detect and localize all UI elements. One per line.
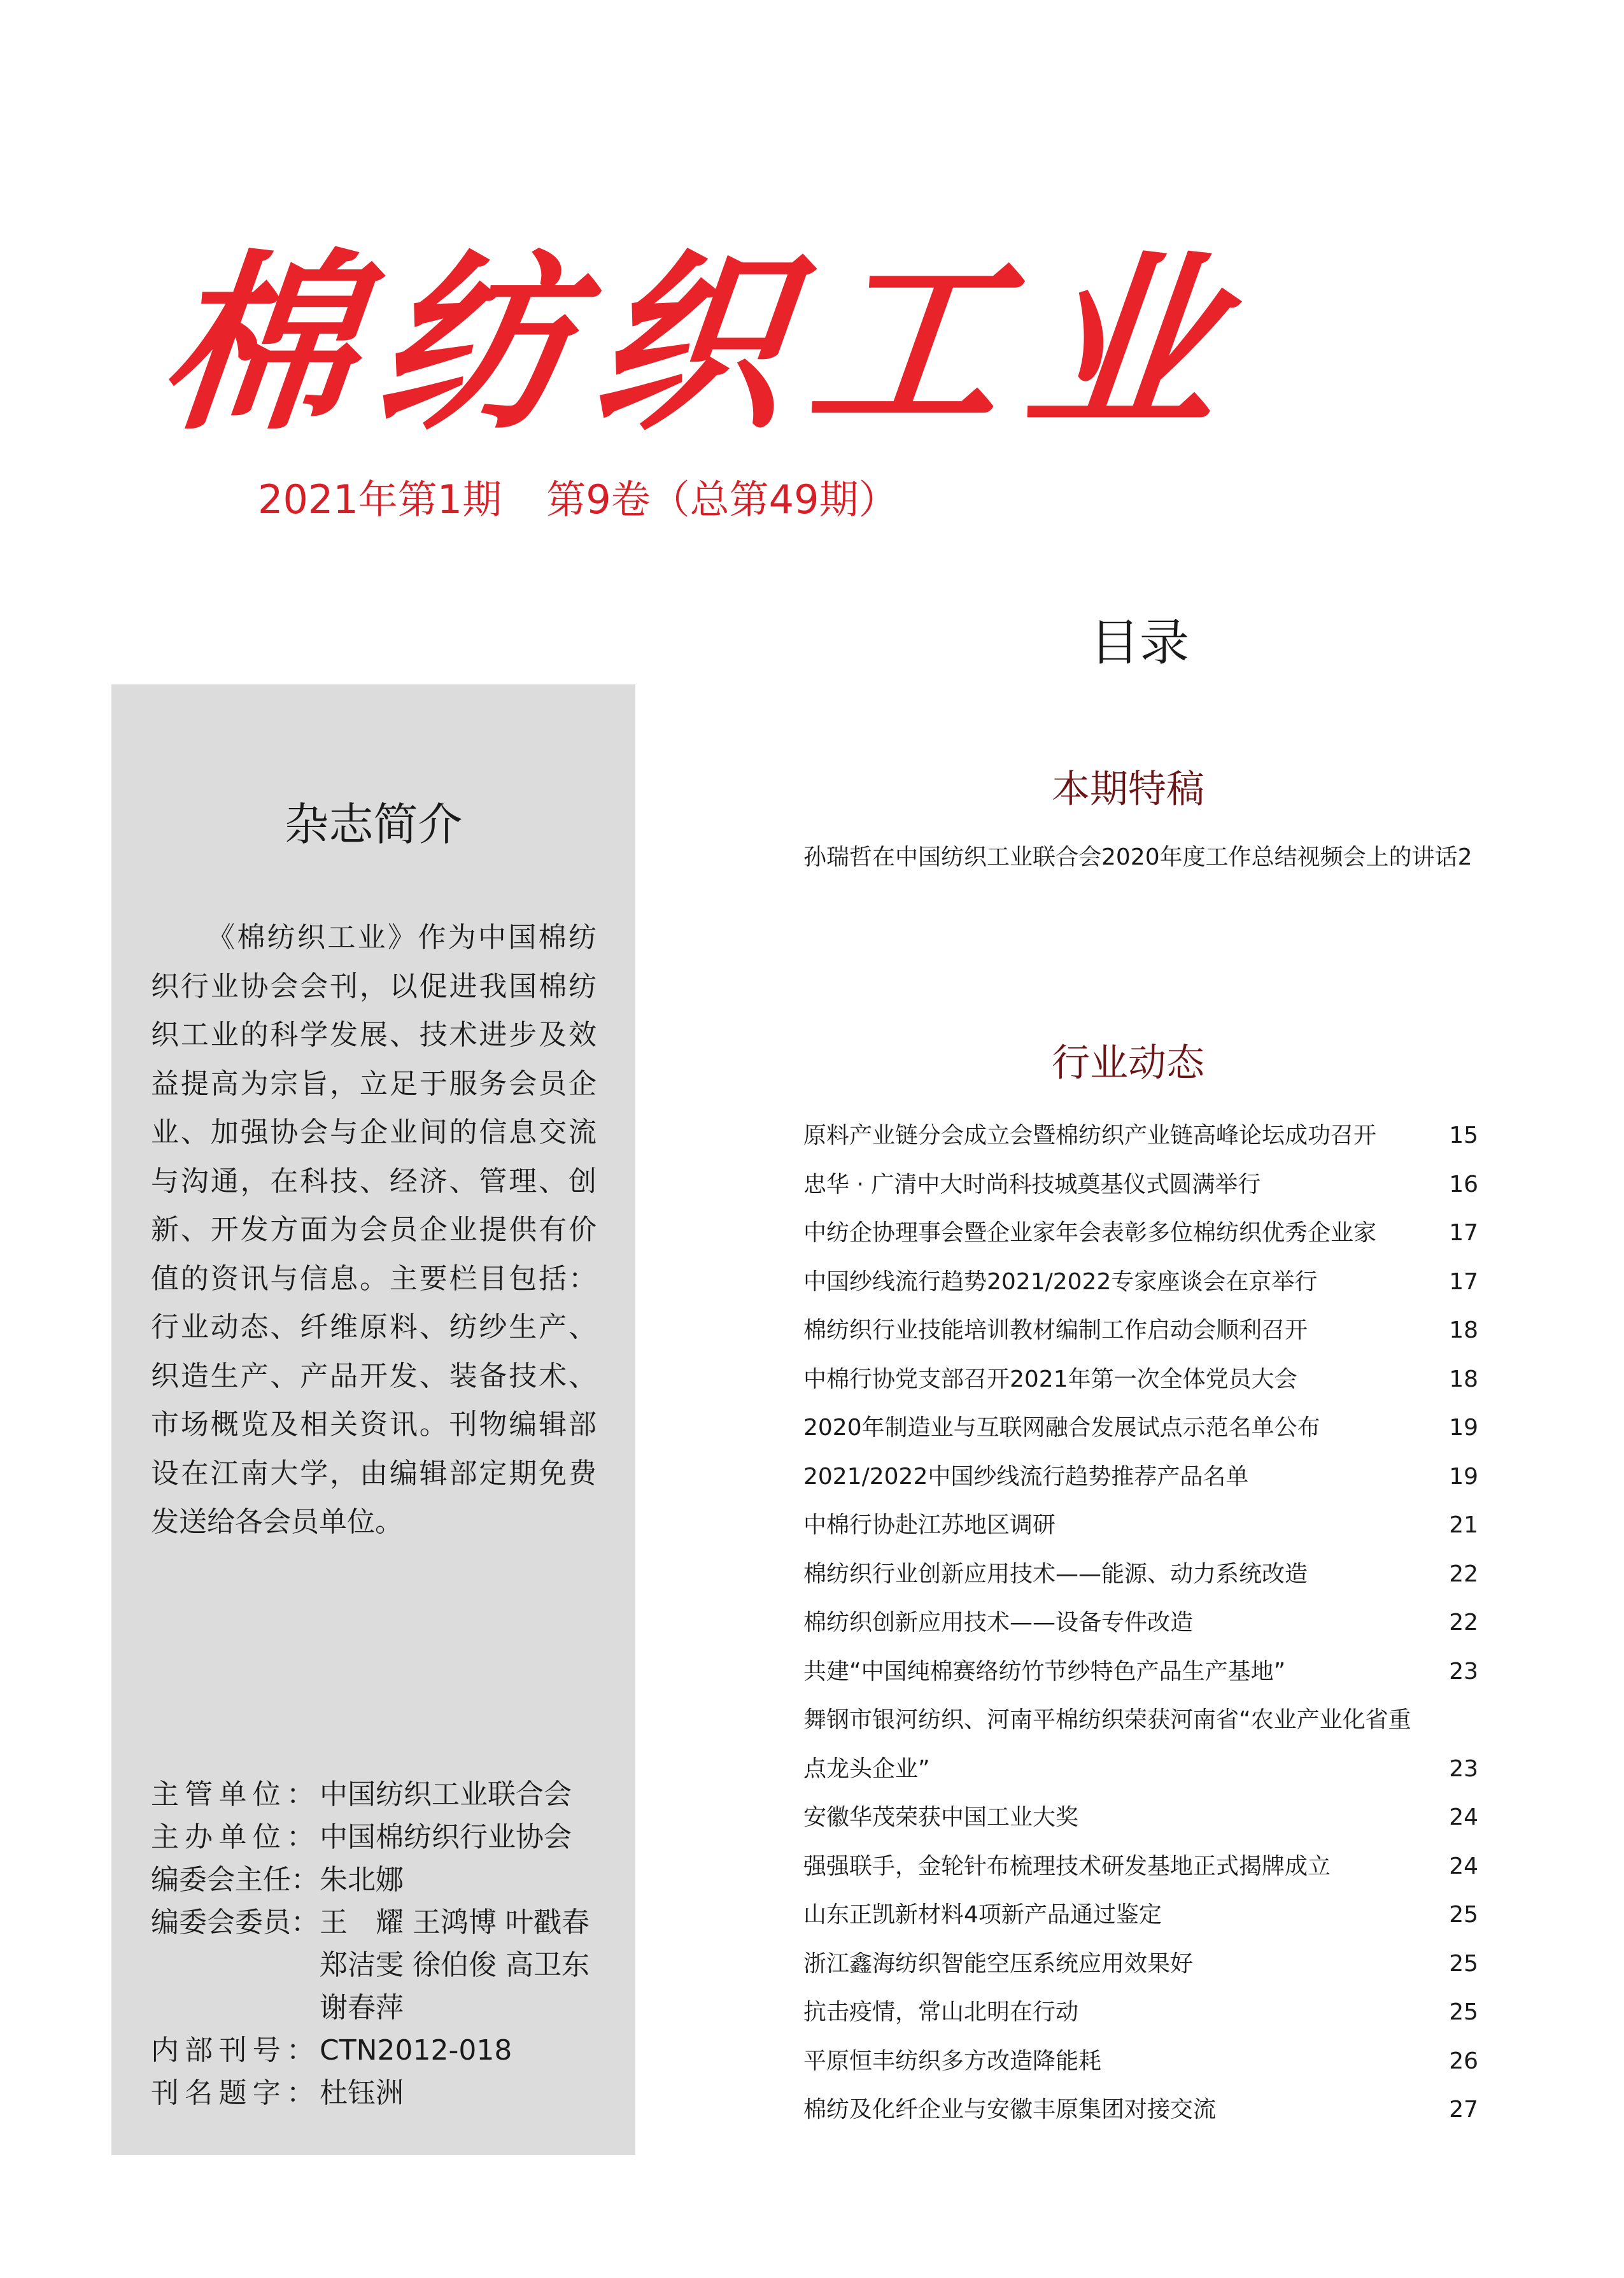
toc-item[interactable]: [803, 1843, 1478, 1892]
toc-item[interactable]: [803, 1355, 1478, 1404]
info-row: [151, 1858, 622, 1901]
toc-item[interactable]: [803, 2086, 1478, 2135]
toc-item[interactable]: [803, 1112, 1478, 1161]
toc-item-title: 忠华 · 广清中大时尚科技城奠基仪式圆满举行: [803, 1171, 1261, 1198]
toc-item-title: 中纺企协理事会暨企业家年会表彰多位棉纺织优秀企业家: [803, 1220, 1377, 1246]
toc-item-title: 棉纺织行业创新应用技术——能源、动力系统改造: [803, 1560, 1308, 1587]
toc-item-page: 24: [1449, 1804, 1478, 1830]
toc-item-page: 24: [1449, 1853, 1478, 1879]
toc-item[interactable]: [803, 1209, 1478, 1258]
info-row: [151, 1986, 622, 2029]
toc-item[interactable]: [803, 1648, 1478, 1697]
info-label: 编委会主任：: [151, 1864, 319, 1896]
toc-item-page: 21: [1449, 1512, 1478, 1538]
info-value: 王 耀 王鸿博 叶戳春: [320, 1906, 590, 1939]
toc-item-title-continued: 点龙头企业”: [803, 1755, 930, 1782]
toc-item[interactable]: [803, 1793, 1478, 1843]
info-label: 主管单位：: [151, 1778, 314, 1811]
info-row: [151, 1901, 622, 1944]
toc-item-page: 19: [1449, 1415, 1478, 1441]
toc-item[interactable]: [803, 1501, 1478, 1550]
toc-item-title: 2021/2022中国纱线流行趋势推荐产品名单: [803, 1463, 1249, 1490]
toc-item-title: 共建“中国纯棉赛络纺竹节纱特色产品生产基地”: [803, 1658, 1286, 1685]
info-value: 中国纺织工业联合会: [320, 1778, 572, 1811]
toc-item-title: 原料产业链分会成立会暨棉纺织产业链高峰论坛成功召开: [803, 1122, 1377, 1149]
issue-line: [258, 474, 943, 525]
toc-item-page: 23: [1449, 1755, 1478, 1782]
info-value: 郑洁雯 徐伯俊 高卫东: [320, 1949, 590, 1981]
toc-item[interactable]: [803, 2037, 1478, 2086]
toc-item-page: 22: [1449, 1560, 1478, 1587]
toc-item-title: 2020年制造业与互联网融合发展试点示范名单公布: [803, 1415, 1320, 1441]
toc-item-title: 棉纺织行业技能培训教材编制工作启动会顺利召开: [803, 1317, 1308, 1343]
toc-item-page: 15: [1449, 1122, 1478, 1149]
info-label: 刊名题字：: [151, 2077, 314, 2109]
toc-item[interactable]: [803, 1891, 1478, 1940]
publication-info: [151, 1773, 622, 2114]
toc-item[interactable]: [803, 1599, 1478, 1648]
toc-item-title: 棉纺及化纤企业与安徽丰原集团对接交流: [803, 2097, 1217, 2123]
toc-item[interactable]: [803, 1453, 1478, 1502]
toc-item-title: 安徽华茂荣获中国工业大奖: [803, 1804, 1079, 1830]
toc-item-title: 中棉行协赴江苏地区调研: [803, 1512, 1056, 1538]
toc-item-page: 18: [1449, 1317, 1478, 1343]
info-value: 谢春萍: [320, 1991, 404, 2024]
info-value: 中国棉纺织行业协会: [320, 1821, 572, 1853]
toc-item[interactable]: [803, 1161, 1478, 1210]
info-value: 杜钰洲: [320, 2077, 404, 2109]
toc-item-page: 27: [1449, 2097, 1478, 2123]
intro-title: 杂志简介: [284, 798, 463, 851]
volume-number: 第9卷（总第49期）: [546, 476, 898, 523]
toc-item-page: 23: [1449, 1658, 1478, 1685]
journal-masthead: 棉纺织工业: [150, 231, 1257, 456]
info-row: [151, 2072, 622, 2114]
toc-item-page: 19: [1449, 1463, 1478, 1490]
toc-item-title: 中棉行协党支部召开2021年第一次全体党员大会: [803, 1366, 1297, 1392]
toc-item[interactable]: [803, 1306, 1478, 1355]
toc-item-title: 中国纱线流行趋势2021/2022专家座谈会在京举行: [803, 1268, 1318, 1295]
toc-item-title: 强强联手，金轮针布梳理技术研发基地正式揭牌成立: [803, 1853, 1331, 1879]
toc-list: [803, 1112, 1478, 2135]
section-heading-news: 行业动态: [1052, 1041, 1204, 1086]
toc-item[interactable]: [803, 1940, 1478, 1989]
info-row: [151, 1773, 622, 1816]
info-row: [151, 1816, 622, 1858]
info-row: [151, 2029, 622, 2072]
toc-item-page: 25: [1449, 1950, 1478, 1977]
info-value: CTN2012-018: [320, 2034, 512, 2067]
toc-item-page: 17: [1449, 1220, 1478, 1246]
toc-item-page: 16: [1449, 1171, 1478, 1198]
toc-item[interactable]: [803, 1988, 1478, 2037]
toc-item-page: 26: [1449, 2048, 1478, 2074]
journal-intro-panel: [111, 684, 635, 2155]
toc-item-page: 22: [1449, 1609, 1478, 1636]
toc-item-title: 舞钢市银河纺织、河南平棉纺织荣获河南省“农业产业化省重: [803, 1707, 1411, 1733]
toc-item-title: 抗击疫情，常山北明在行动: [803, 1999, 1079, 2025]
toc-item-title: 棉纺织创新应用技术——设备专件改造: [803, 1609, 1194, 1636]
toc-item-page: 18: [1449, 1366, 1478, 1392]
toc-item[interactable]: [803, 1550, 1478, 1599]
toc-item-title: 山东正凯新材料4项新产品通过鉴定: [803, 1902, 1162, 1928]
toc-item[interactable]: [803, 1696, 1478, 1793]
info-label: 编委会委员：: [151, 1906, 319, 1939]
toc-item-page: 25: [1449, 1999, 1478, 2025]
toc-item-feature[interactable]: 孙瑞哲在中国纺织工业联合会2020年度工作总结视频会上的讲话2: [803, 844, 1472, 870]
info-value: 朱北娜: [320, 1864, 404, 1896]
toc-item-page: 17: [1449, 1268, 1478, 1295]
toc-item[interactable]: [803, 1258, 1478, 1307]
section-heading-feature: 本期特稿: [1052, 767, 1204, 812]
intro-body: 《棉纺织工业》作为中国棉纺织行业协会会刊，以促进我国棉纺织工业的科学发展、技术进步及效益提高为宗旨，立足于服务会员企业、加强协会与企业间的信息交流与沟通，在科技、经济、管理、创新、开发方面为会员企业提供有价值的资讯与信息。主要栏目包括：行业动态、纤维原料、纺纱生产、织造生产、产品开发、装备技术、市场概览及相关资讯。刊物编辑部设在江南大学，由编辑部定期免费发送给各会员单位。: [151, 921, 597, 1538]
info-label: 主办单位：: [151, 1821, 314, 1853]
info-label: [151, 1944, 320, 1986]
issue-number: 2021年第1期: [258, 476, 502, 523]
toc-item-title: 平原恒丰纺织多方改造降能耗: [803, 2048, 1102, 2074]
toc-item-title: 浙江鑫海纺织智能空压系统应用效果好: [803, 1950, 1194, 1977]
info-label: [151, 1986, 320, 2029]
info-label: 内部刊号：: [151, 2034, 314, 2067]
toc-title: 目录: [1089, 614, 1189, 672]
info-row: [151, 1944, 622, 1986]
toc-item-page: 25: [1449, 1902, 1478, 1928]
toc-item[interactable]: [803, 1404, 1478, 1453]
